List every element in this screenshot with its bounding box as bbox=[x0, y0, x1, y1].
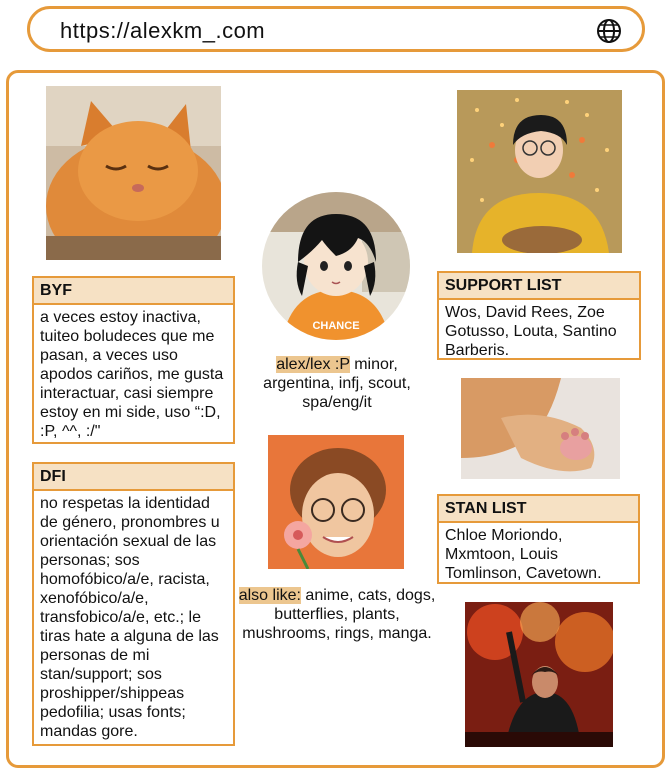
byf-body: a veces estoy inactiva, tuiteo boludeces que me pasan, a veces uso apodos cariños, me gusta interactuar, casi siempre estoy en mi side, uso “:D, :P, ^^, :/" bbox=[40, 309, 224, 440]
support-list-box bbox=[437, 271, 641, 360]
concert-photo bbox=[465, 602, 613, 747]
avatar bbox=[262, 192, 410, 340]
also-like-text bbox=[233, 586, 441, 643]
bio-text bbox=[242, 355, 432, 412]
stan-list-body: Chloe Moriondo, Mxmtoon, Louis Tomlinson, Cavetown. bbox=[445, 527, 602, 582]
address-bar[interactable] bbox=[27, 6, 645, 52]
stan-list-box bbox=[437, 494, 640, 584]
byf-box bbox=[32, 276, 235, 444]
dfi-title: DFI bbox=[34, 464, 233, 491]
dfi-body: no respetas la identidad de género, pronombres u orientación sexual de las personas; sos homofóbico/a/e, racista, xenofóbico/a/e, transfobico/a/e, etc.; le tiras hate a alguna de las personas de mi stan/support; sos proshipper/shippeas pedofilia; usas fonts; mandas gore. bbox=[40, 495, 220, 740]
support-list-title: SUPPORT LIST bbox=[439, 273, 639, 300]
url-text[interactable]: https://alexkm_.com bbox=[60, 18, 266, 43]
stan-list-title: STAN LIST bbox=[439, 496, 638, 523]
dfi-box bbox=[32, 462, 235, 746]
globe-icon[interactable] bbox=[596, 18, 622, 44]
name-tag: alex/lex :P bbox=[276, 356, 350, 373]
cat-photo bbox=[46, 86, 221, 260]
also-like-list: anime, cats, dogs, butterflies, plants, mushrooms, rings, manga. bbox=[242, 587, 436, 642]
byf-title: BYF bbox=[34, 278, 233, 305]
avatar-shirt-text: CHANCE bbox=[312, 320, 360, 332]
portrait-photo bbox=[268, 435, 404, 569]
bio-details: minor, argentina, infj, scout, spa/eng/it bbox=[263, 356, 411, 411]
cat-paw-photo bbox=[461, 378, 620, 479]
also-like-tag: also like: bbox=[238, 587, 301, 604]
guitar-photo bbox=[457, 90, 622, 253]
support-list-body: Wos, David Rees, Zoe Gotusso, Louta, Santino Barberis. bbox=[445, 304, 617, 359]
